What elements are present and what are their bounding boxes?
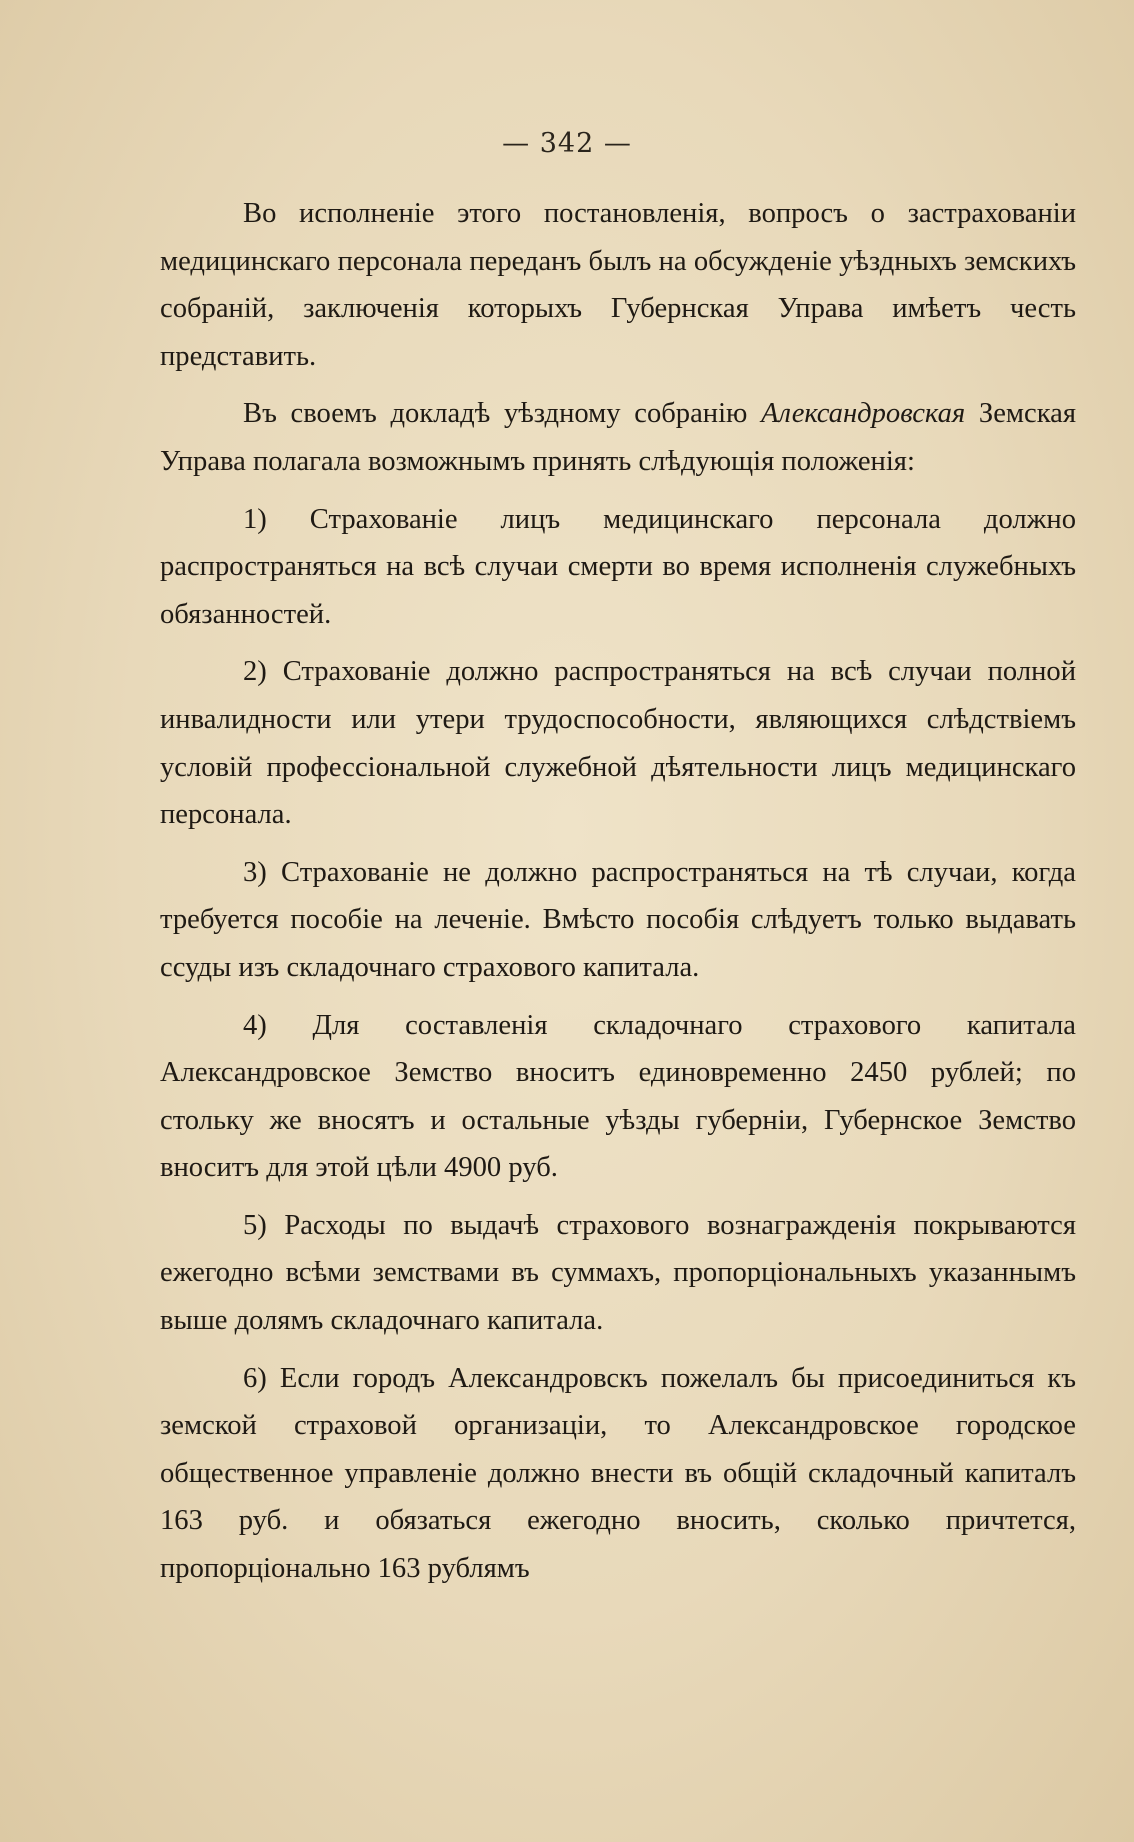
paragraph-report bbox=[160, 390, 1076, 485]
provision-4: 4) Для составленія складочнаго страхового капитала Александровское Земство вноситъ единовременно 2450 рублей; по стольку же вносятъ и остальные уѣзды губерніи, Губернское Земство вноситъ для этой цѣли 4900 руб. bbox=[160, 1009, 1076, 1184]
district-name-emphasis: Александровская bbox=[761, 398, 966, 430]
provision-6: 6) Если городъ Александровскъ пожелалъ бы присоединиться къ земской страховой организаціи, то Александровское городское общественное управленіе должно внести въ общій складочный капиталъ 163 руб. и обязаться ежегодно вносить, сколько причтется, пропорціонально 163 рублямъ bbox=[160, 1362, 1076, 1585]
provision-2: 2) Страхованіе должно распространяться на всѣ случаи полной инвалидности или утери трудоспособности, являющихся слѣдствіемъ условій профессіональной служебной дѣятельности лицъ медицинскаго персонала. bbox=[160, 656, 1076, 831]
report-text-before: Въ своемъ докладѣ уѣздному собранію bbox=[243, 398, 762, 430]
report-text-after: Земская Управа полагала возможнымъ принять слѣдующія положенія: bbox=[160, 398, 1076, 477]
paragraph-intro: Во исполненіе этого постановленія, вопросъ о застрахованіи медицинскаго персонала переданъ былъ на обсужденіе уѣздныхъ земскихъ собраній, заключенія которыхъ Губернская Управа имѣетъ честь представить. bbox=[160, 198, 1076, 372]
provision-5: 5) Расходы по выдачѣ страхового вознагражденія покрываются ежегодно всѣми земствами въ суммахъ, пропорціональныхъ указаннымъ выше долямъ складочнаго капитала. bbox=[160, 1209, 1076, 1337]
provision-1: 1) Страхованіе лицъ медицинскаго персонала должно распространяться на всѣ случаи смерти во время исполненія служебныхъ обязанностей. bbox=[160, 503, 1076, 630]
page-number: — 342 — bbox=[502, 128, 632, 159]
provision-3: 3) Страхованіе не должно распространяться на тѣ случаи, когда требуется пособіе на леченіе. Вмѣсто пособія слѣдуетъ только выдавать ссуды изъ складочнаго страхового капитала. bbox=[160, 856, 1076, 983]
body-text bbox=[160, 190, 1076, 1593]
